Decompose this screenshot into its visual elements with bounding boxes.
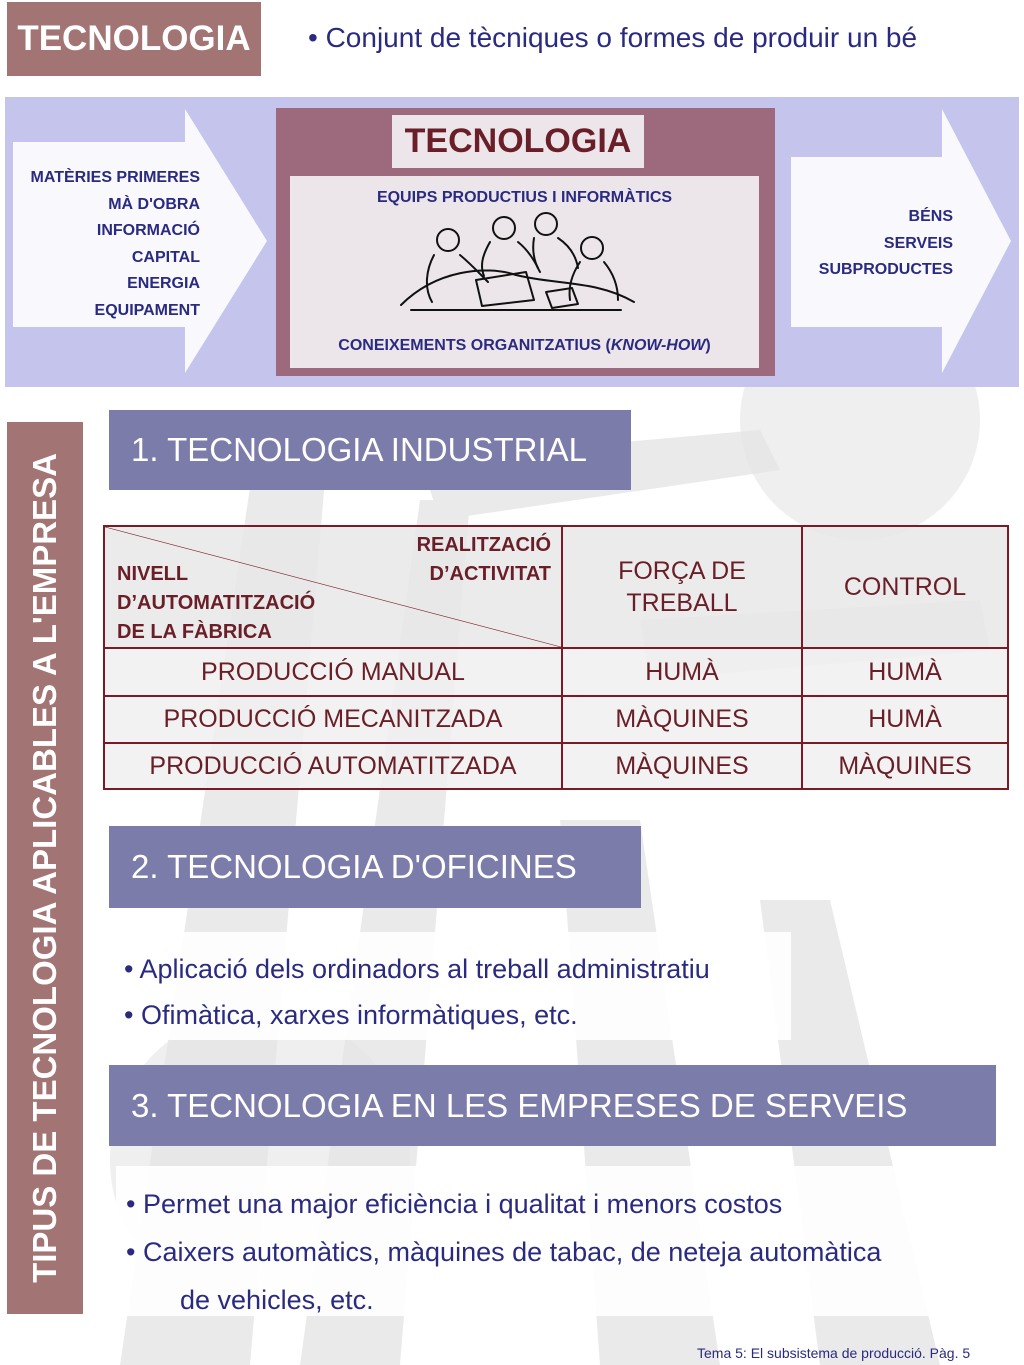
row-label: PRODUCCIÓ MECANITZADA bbox=[104, 696, 562, 743]
inputs-list bbox=[10, 165, 200, 325]
row-label: PRODUCCIÓ MANUAL bbox=[104, 648, 562, 696]
row-label: PRODUCCIÓ AUTOMATITZADA bbox=[104, 743, 562, 789]
output-item: SUBPRODUCTES bbox=[818, 261, 953, 279]
bullet-item-continuation: de vehicles, etc. bbox=[180, 1285, 374, 1315]
col-header-force: FORÇA DE TREBALL bbox=[562, 526, 802, 648]
section1-heading: 1. TECNOLOGIA INDUSTRIAL bbox=[109, 410, 631, 490]
section2-bullets bbox=[114, 932, 791, 1040]
row-force: HUMÀ bbox=[562, 648, 802, 696]
input-item: MÀ D'OBRA bbox=[108, 195, 200, 213]
input-item: MATÈRIES PRIMERES bbox=[30, 169, 200, 186]
table-header-row bbox=[104, 526, 1008, 648]
input-item: EQUIPAMENT bbox=[94, 301, 200, 319]
section3-bullets bbox=[116, 1166, 996, 1316]
table-row bbox=[104, 648, 1008, 696]
bullet-item: • Aplicació dels ordinadors al treball administratiu bbox=[124, 954, 710, 984]
footer-text: Tema 5: El subsistema de producció. Pàg. 5 bbox=[697, 1345, 971, 1361]
people-working-illustration bbox=[396, 210, 638, 320]
output-item: SERVEIS bbox=[883, 234, 953, 252]
table-corner-cell bbox=[104, 526, 562, 648]
know-how-label: CONEIXEMENTS ORGANITZATIUS (KNOW-HOW) bbox=[338, 337, 711, 354]
row-control: HUMÀ bbox=[802, 696, 1008, 743]
side-label: TIPUS DE TECNOLOGIA APLICABLES A L'EMPRESA bbox=[26, 453, 63, 1283]
input-item: CAPITAL bbox=[131, 248, 200, 266]
input-item: INFORMACIÓ bbox=[96, 222, 200, 240]
row-control: HUMÀ bbox=[802, 648, 1008, 696]
row-force: MÀQUINES bbox=[562, 743, 802, 789]
corner-top-label: REALITZACIÓ D’ACTIVITAT bbox=[416, 534, 551, 585]
corner-bottom-label: NIVELL D’AUTOMATITZACIÓ DE LA FÀBRICA bbox=[117, 563, 316, 643]
col-header-control: CONTROL bbox=[802, 526, 1008, 648]
table-row bbox=[104, 696, 1008, 743]
bullet-item: • Caixers automàtics, màquines de tabac, de neteja automàtica bbox=[126, 1237, 882, 1267]
technology-box-title: TECNOLOGIA bbox=[392, 115, 644, 168]
page-title: TECNOLOGIA bbox=[7, 2, 261, 76]
input-item: ENERGIA bbox=[127, 275, 200, 293]
bullet-item: • Ofimàtica, xarxes informàtiques, etc. bbox=[124, 1000, 578, 1030]
definition-text: • Conjunt de tècniques o formes de produir un bé bbox=[308, 22, 918, 53]
table-row bbox=[104, 743, 1008, 789]
row-control: MÀQUINES bbox=[802, 743, 1008, 789]
equipment-label: EQUIPS PRODUCTIUS I INFORMÀTICS bbox=[376, 189, 673, 206]
row-force: MÀQUINES bbox=[562, 696, 802, 743]
bullet-item: • Permet una major eficiència i qualitat i menors costos bbox=[126, 1189, 783, 1219]
outputs-list bbox=[795, 204, 953, 284]
output-item: BÉNS bbox=[908, 208, 953, 225]
section3-heading: 3. TECNOLOGIA EN LES EMPRESES DE SERVEIS bbox=[109, 1065, 996, 1146]
automation-table bbox=[103, 525, 1009, 790]
section2-heading: 2. TECNOLOGIA D'OFICINES bbox=[109, 826, 641, 908]
